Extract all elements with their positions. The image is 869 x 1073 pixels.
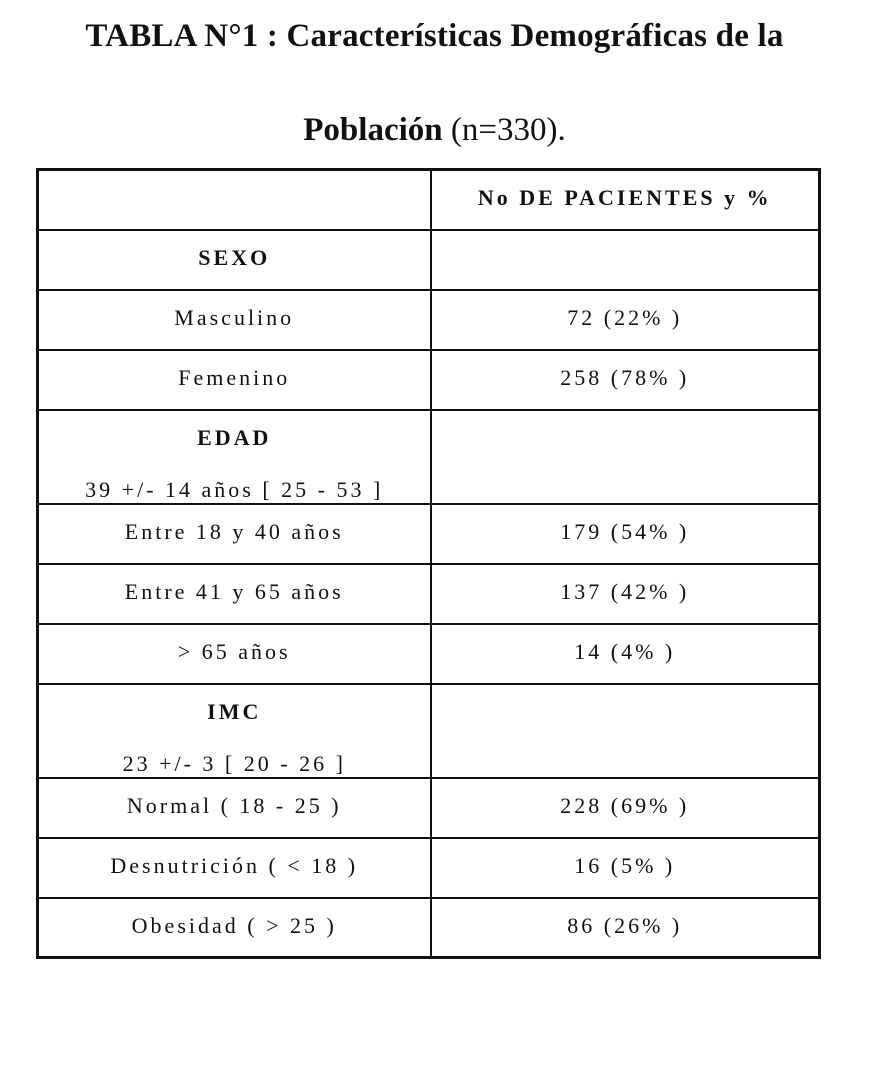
table-row bbox=[38, 290, 820, 350]
row-value: 72 (22% ) bbox=[431, 290, 820, 350]
title-sample-size: (n=330). bbox=[442, 112, 566, 148]
section-row-edad bbox=[38, 410, 820, 504]
section-value-empty bbox=[431, 410, 820, 504]
demographics-table bbox=[36, 168, 821, 959]
table-subtitle bbox=[0, 112, 869, 149]
table-row bbox=[38, 350, 820, 410]
table-row bbox=[38, 504, 820, 564]
row-value: 258 (78% ) bbox=[431, 350, 820, 410]
row-label: Entre 41 y 65 años bbox=[38, 564, 431, 624]
row-value: 14 (4% ) bbox=[431, 624, 820, 684]
row-label: Masculino bbox=[38, 290, 431, 350]
section-subtitle-edad: 39 +/- 14 años [ 25 - 53 ] bbox=[85, 476, 384, 502]
header-empty-cell bbox=[38, 170, 431, 230]
section-title-edad: EDAD bbox=[197, 424, 272, 450]
section-value-empty bbox=[431, 230, 820, 290]
table-row bbox=[38, 624, 820, 684]
table-title: TABLA N°1 : Características Demográficas de la bbox=[85, 18, 784, 54]
row-value: 137 (42% ) bbox=[431, 564, 820, 624]
row-label: > 65 años bbox=[38, 624, 431, 684]
section-row-sexo bbox=[38, 230, 820, 290]
row-label: Entre 18 y 40 años bbox=[38, 504, 431, 564]
title-population: Población bbox=[303, 112, 443, 148]
table-row bbox=[38, 898, 820, 958]
section-row-imc bbox=[38, 684, 820, 778]
row-value: 86 (26% ) bbox=[431, 898, 820, 958]
table-row bbox=[38, 778, 820, 838]
row-label: Desnutrición ( < 18 ) bbox=[38, 838, 431, 898]
section-subtitle-imc: 23 +/- 3 [ 20 - 26 ] bbox=[122, 750, 346, 776]
section-title-sexo: SEXO bbox=[38, 230, 431, 290]
row-label: Normal ( 18 - 25 ) bbox=[38, 778, 431, 838]
table-header-row bbox=[38, 170, 820, 230]
section-title-imc: IMC bbox=[207, 698, 262, 724]
row-value: 179 (54% ) bbox=[431, 504, 820, 564]
section-cell-imc bbox=[38, 684, 431, 778]
row-value: 16 (5% ) bbox=[431, 838, 820, 898]
table-row bbox=[38, 838, 820, 898]
section-cell-edad bbox=[38, 410, 431, 504]
header-patients-cell: No DE PACIENTES y % bbox=[431, 170, 820, 230]
row-value: 228 (69% ) bbox=[431, 778, 820, 838]
section-value-empty bbox=[431, 684, 820, 778]
table-row bbox=[38, 564, 820, 624]
row-label: Femenino bbox=[38, 350, 431, 410]
row-label: Obesidad ( > 25 ) bbox=[38, 898, 431, 958]
